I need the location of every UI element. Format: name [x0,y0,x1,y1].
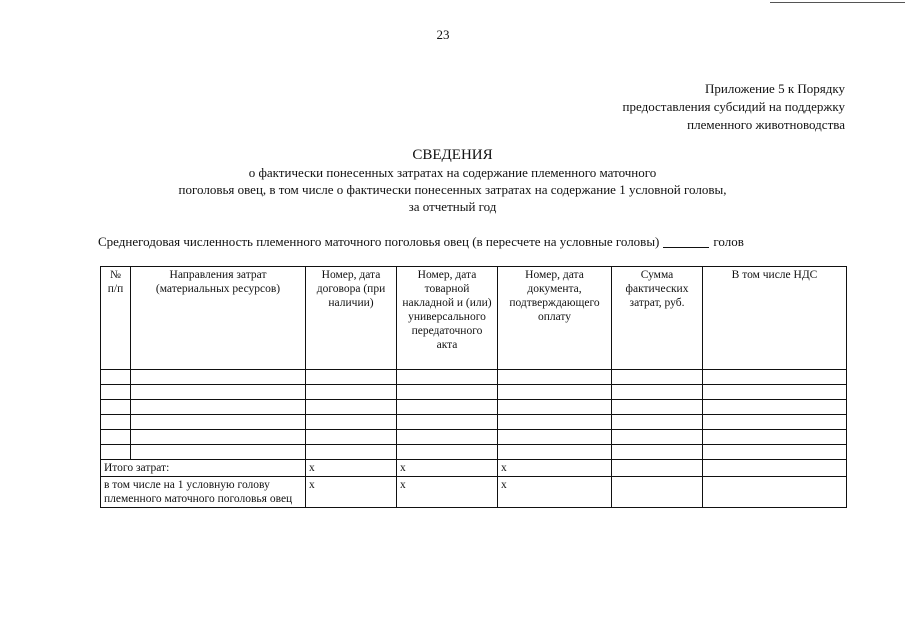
table-cell[interactable] [612,445,703,460]
table-cell[interactable] [101,400,131,415]
header-amount: Сумма фактических затрат, руб. [612,267,703,370]
total-invoice-cell: x [397,460,498,477]
table-cell[interactable] [101,385,131,400]
table-cell[interactable] [397,400,498,415]
table-cell[interactable] [131,370,306,385]
table-cell[interactable] [101,370,131,385]
table-cell[interactable] [498,445,612,460]
table-cell[interactable] [131,400,306,415]
table-cell[interactable] [101,430,131,445]
page-number: 23 [436,27,450,42]
title-line-2: поголовья овец, в том числе о фактически понесенных затратах на содержание 1 условной головы, [178,182,727,197]
table-row [101,385,847,400]
table-cell[interactable] [498,415,612,430]
title-line-3: за отчетный год [408,199,497,214]
table-row [101,430,847,445]
total-amount-cell[interactable] [612,460,703,477]
headcount-line [98,234,846,250]
header-cost-direction: Направления затрат (материальных ресурсов) [131,267,306,370]
table-cell[interactable] [612,430,703,445]
per-head-row [101,477,847,508]
title-main: СВЕДЕНИЯ [412,147,493,163]
table-cell[interactable] [131,430,306,445]
table-cell[interactable] [612,370,703,385]
table-cell[interactable] [612,415,703,430]
appendix-line-3: племенного животноводства [687,117,845,132]
table-cell[interactable] [612,385,703,400]
table-cell[interactable] [703,445,847,460]
headcount-label: Среднегодовая численность племенного маточного поголовья овец (в пересчете на условные головы) [98,234,660,249]
table-header-row [101,267,847,370]
appendix-note [623,80,845,134]
table-cell[interactable] [306,385,397,400]
headcount-blank-field[interactable] [663,247,709,248]
table-cell[interactable] [498,400,612,415]
table-cell[interactable] [306,430,397,445]
title-line-1: о фактически понесенных затратах на содержание племенного маточного [248,165,657,180]
per-head-payment-cell: x [498,477,612,508]
table-cell[interactable] [397,370,498,385]
table-cell[interactable] [397,445,498,460]
per-head-amount-cell[interactable] [612,477,703,508]
table-row [101,370,847,385]
table-cell[interactable] [131,445,306,460]
table-cell[interactable] [703,385,847,400]
table-cell[interactable] [306,370,397,385]
table-cell[interactable] [612,400,703,415]
appendix-line-1: Приложение 5 к Порядку [705,81,845,96]
per-head-invoice-cell: x [397,477,498,508]
table-row [101,445,847,460]
table-cell[interactable] [397,385,498,400]
table-cell[interactable] [498,370,612,385]
header-contract: Номер, дата договора (при наличии) [306,267,397,370]
table-cell[interactable] [498,430,612,445]
table-cell[interactable] [101,415,131,430]
table-cell[interactable] [306,445,397,460]
table-cell[interactable] [703,400,847,415]
table-cell[interactable] [131,385,306,400]
table-row [101,400,847,415]
total-contract-cell: x [306,460,397,477]
headcount-unit: голов [713,234,744,249]
header-payment-doc: Номер, дата документа, подтверждающего оплату [498,267,612,370]
per-head-vat-cell[interactable] [703,477,847,508]
table-cell[interactable] [397,415,498,430]
table-cell[interactable] [703,415,847,430]
table-cell[interactable] [498,385,612,400]
table-cell[interactable] [703,430,847,445]
expenses-table [100,266,847,508]
per-head-contract-cell: x [306,477,397,508]
total-row [101,460,847,477]
header-vat: В том числе НДС [703,267,847,370]
total-label: Итого затрат: [101,460,306,477]
header-number: № п/п [101,267,131,370]
table-cell[interactable] [131,415,306,430]
document-title [0,146,905,215]
header-invoice: Номер, дата товарной накладной и (или) универсального передаточного акта [397,267,498,370]
appendix-line-2: предоставления субсидий на поддержку [622,99,845,114]
table-cell[interactable] [306,415,397,430]
per-head-label: в том числе на 1 условную голову племенного маточного поголовья овец [101,477,306,508]
table-cell[interactable] [306,400,397,415]
table-cell[interactable] [703,370,847,385]
corner-rule [770,2,905,3]
total-vat-cell[interactable] [703,460,847,477]
total-payment-cell: x [498,460,612,477]
table-row [101,415,847,430]
table-cell[interactable] [101,445,131,460]
table-cell[interactable] [397,430,498,445]
